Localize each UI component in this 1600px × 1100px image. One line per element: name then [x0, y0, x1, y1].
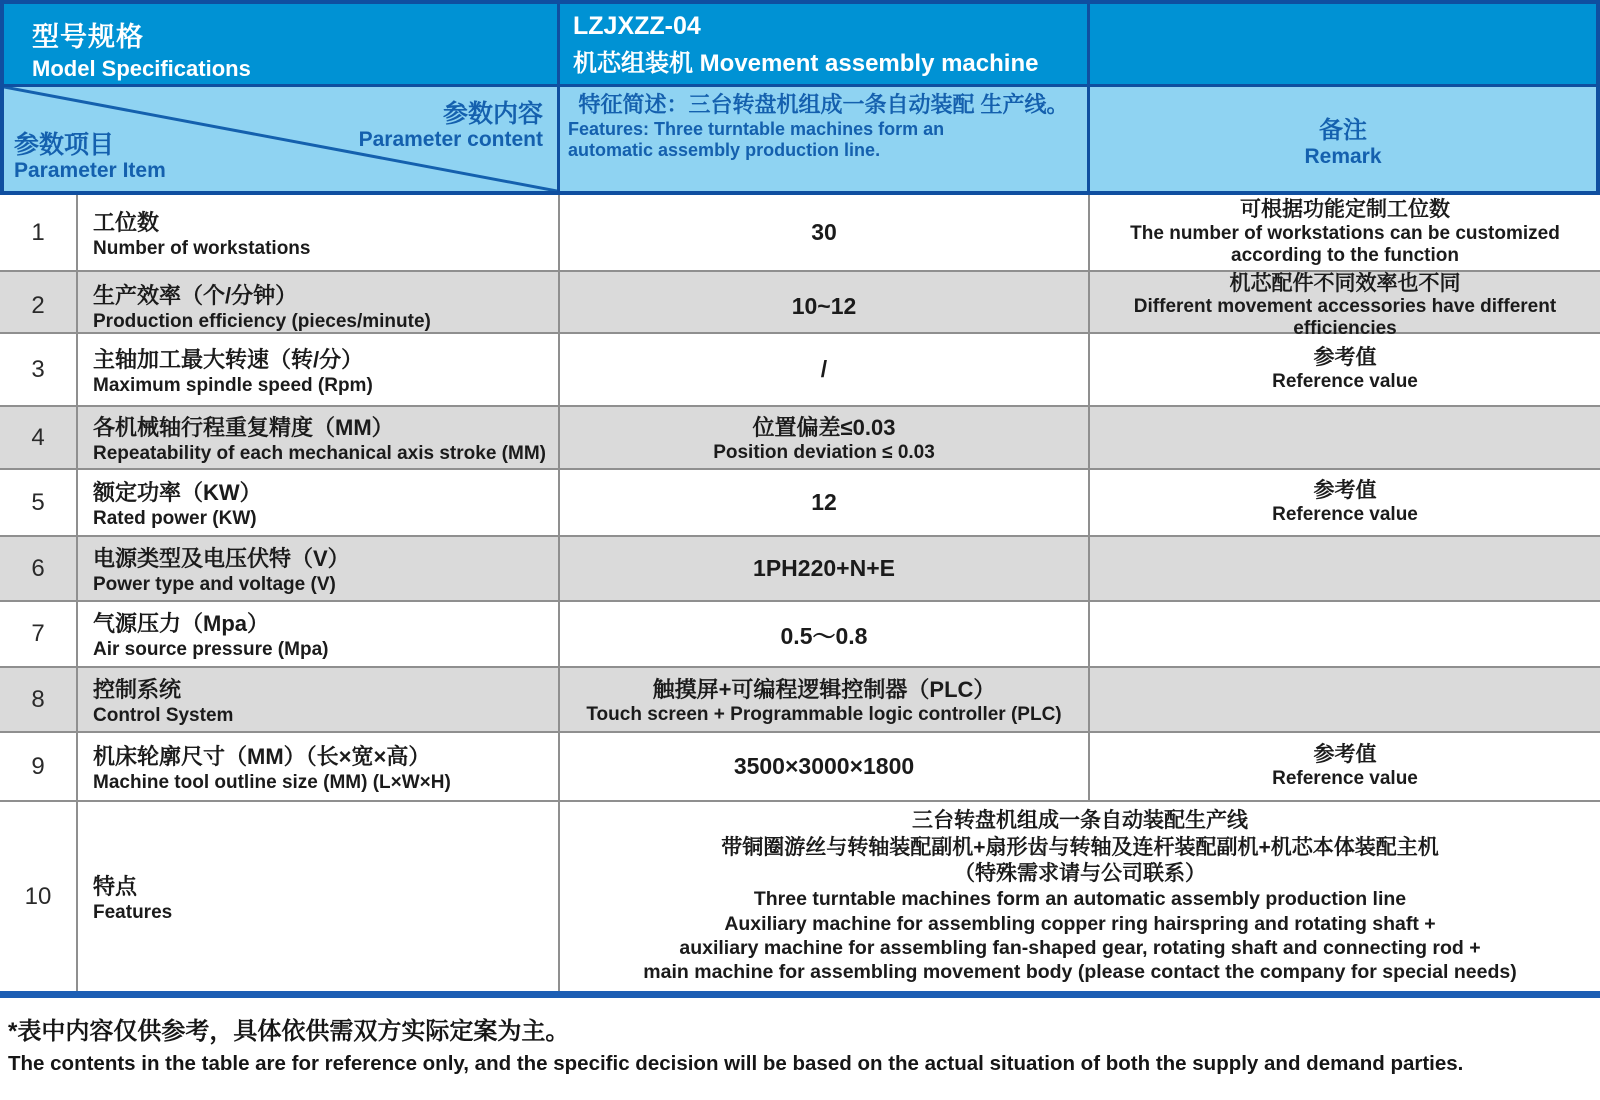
- param-value-cell: [560, 195, 1090, 270]
- item-zh: 控制系统: [93, 676, 182, 702]
- table-bottom-accent-line: [0, 991, 1600, 998]
- row-number: 4: [0, 407, 78, 468]
- header-diagonal-cell: [4, 84, 557, 191]
- item-en: Power type and voltage (V): [93, 573, 336, 595]
- value-en: Touch screen + Programmable logic controller (PLC): [586, 704, 1062, 725]
- item-zh: 生产效率（个/分钟）: [93, 283, 298, 309]
- param-value-cell: [560, 537, 1090, 600]
- remark-cell: [1090, 407, 1600, 468]
- footnote: [0, 998, 1600, 1076]
- item-zh: 额定功率（KW）: [93, 479, 262, 505]
- header-features-summary: [557, 84, 1087, 191]
- param-item-cell: [78, 602, 560, 666]
- value-en: Position deviation ≤ 0.03: [713, 442, 935, 463]
- remark-cell: [1090, 272, 1600, 340]
- item-en: Air source pressure (Mpa): [93, 639, 329, 660]
- features-value-cell: [560, 802, 1600, 991]
- parameter-item-label: [14, 125, 166, 183]
- table-row: [0, 668, 1600, 733]
- value: 3500×3000×1800: [733, 753, 915, 779]
- model-name: 机芯组装机 Movement assembly machine: [573, 50, 1039, 77]
- remark-label-zh: 备注: [1319, 116, 1367, 144]
- param-item-cell: [78, 668, 560, 731]
- row-number: 9: [0, 733, 78, 800]
- parameter-content-en: Parameter content: [358, 128, 543, 151]
- param-item-cell: [78, 537, 560, 600]
- item-en: Repeatability of each mechanical axis stroke (MM): [93, 442, 546, 464]
- remark-cell: [1090, 602, 1600, 666]
- param-value-cell: [560, 470, 1090, 535]
- footnote-zh: *表中内容仅供参考，具体依供需双方实际定案为主。: [8, 1018, 570, 1045]
- model-spec-label-en: Model Specifications: [32, 56, 251, 81]
- remark-cell: [1090, 733, 1600, 800]
- param-value-cell: [560, 668, 1090, 731]
- row-number: 6: [0, 537, 78, 600]
- remark-en: Different movement accessories have different efficiencies: [1133, 296, 1557, 340]
- param-item-cell: [78, 272, 560, 340]
- remark-en: Reference value: [1272, 370, 1418, 392]
- item-en: Maximum spindle speed (Rpm): [93, 374, 373, 396]
- item-en: Rated power (KW): [93, 507, 257, 529]
- features-en-line: Auxiliary machine for assembling copper ring hairspring and rotating shaft +: [724, 912, 1436, 935]
- value: /: [820, 356, 828, 382]
- model-spec-label-zh: 型号规格: [32, 22, 144, 52]
- remark-zh: 参考值: [1313, 479, 1377, 503]
- table-row: [0, 733, 1600, 802]
- remark-cell: [1090, 470, 1600, 535]
- features-summary-en-line1: Features: Three turntable machines form an: [568, 118, 945, 139]
- item-en: Features: [93, 901, 173, 923]
- param-item-cell: [78, 195, 560, 270]
- remark-en: Reference value: [1272, 767, 1418, 789]
- item-en: Control System: [93, 704, 234, 726]
- parameter-item-zh: 参数项目: [14, 131, 115, 159]
- param-value-cell: [560, 602, 1090, 666]
- features-zh-line: （特殊需求请与公司联系）: [954, 861, 1206, 885]
- remark-en: The number of workstations can be customized according to the function: [1130, 222, 1560, 266]
- value: 10~12: [791, 292, 857, 319]
- remark-zh: 参考值: [1313, 346, 1377, 370]
- remark-cell: [1090, 537, 1600, 600]
- item-en: Number of workstations: [93, 237, 311, 259]
- table-row: [0, 602, 1600, 668]
- item-zh: 主轴加工最大转速（转/分）: [93, 346, 364, 372]
- item-zh: 工位数: [93, 209, 160, 235]
- parameter-item-en: Parameter Item: [14, 159, 166, 182]
- item-en: Machine tool outline size (MM) (L×W×H): [93, 771, 451, 793]
- features-summary-en-line2: automatic assembly production line.: [568, 140, 881, 161]
- model-number: LZJXZZ-04: [573, 12, 701, 40]
- table-row: [0, 334, 1600, 407]
- features-summary-zh: 特征简述：三台转盘机组成一条自动装配 生产线。: [578, 92, 1069, 117]
- remark-cell: [1090, 668, 1600, 731]
- value: 1PH220+N+E: [753, 555, 895, 581]
- parameter-content-zh: 参数内容: [442, 100, 543, 128]
- parameter-content-label: [359, 94, 543, 152]
- param-item-cell: [78, 334, 560, 405]
- header-empty-cell: [1087, 4, 1596, 84]
- features-en-line: main machine for assembling movement body (please contact the company for special needs): [643, 961, 1517, 984]
- features-zh-line: 带铜圈游丝与转轴装配副机+扇形齿与转轴及连杆装配副机+机芯本体装配主机: [721, 835, 1439, 859]
- header-remark: [1087, 84, 1596, 191]
- table-body: [0, 195, 1600, 991]
- param-value-cell: [560, 272, 1090, 340]
- item-zh: 特点: [93, 873, 138, 899]
- value: 12: [811, 489, 837, 515]
- remark-label-en: Remark: [1304, 144, 1382, 168]
- remark-cell: [1090, 334, 1600, 405]
- remark-en: Reference value: [1272, 503, 1418, 525]
- remark-zh: 机芯配件不同效率也不同: [1229, 272, 1461, 295]
- value: 0.5～0.8: [780, 622, 868, 649]
- row-number: 1: [0, 195, 78, 270]
- value: 30: [811, 219, 837, 245]
- remark-zh: 参考值: [1313, 743, 1377, 767]
- param-value-cell: [560, 407, 1090, 468]
- param-value-cell: [560, 733, 1090, 800]
- value-zh: 位置偏差≤0.03: [752, 415, 896, 440]
- table-row: [0, 272, 1600, 340]
- param-item-cell: [78, 470, 560, 535]
- item-en: Production efficiency (pieces/minute): [93, 311, 431, 333]
- param-item-cell: [78, 733, 560, 800]
- header-model-specifications: [4, 4, 557, 84]
- item-zh: 电源类型及电压伏特（V）: [93, 545, 350, 571]
- table-header: [0, 0, 1600, 195]
- table-row: [0, 195, 1600, 272]
- row-number: 2: [0, 272, 78, 340]
- table-row: [0, 407, 1600, 470]
- param-item-cell: [78, 802, 560, 991]
- row-number: 3: [0, 334, 78, 405]
- remark-cell: [1090, 195, 1600, 270]
- features-en-line: auxiliary machine for assembling fan-shaped gear, rotating shaft and connecting rod +: [679, 936, 1481, 959]
- param-value-cell: [560, 334, 1090, 405]
- features-en-line: Three turntable machines form an automatic assembly production line: [753, 888, 1407, 911]
- row-number: 8: [0, 668, 78, 731]
- footnote-en: The contents in the table are for reference only, and the specific decision will be based on the actual situation of both the supply and demand parties.: [8, 1052, 1464, 1075]
- table-row: [0, 537, 1600, 602]
- features-zh-line: 三台转盘机组成一条自动装配生产线: [912, 809, 1248, 833]
- param-item-cell: [78, 407, 560, 468]
- header-model-value: [557, 4, 1087, 84]
- table-row: [0, 470, 1600, 537]
- value-zh: 触摸屏+可编程逻辑控制器（PLC）: [652, 677, 996, 702]
- item-zh: 机床轮廓尺寸（MM）（长×宽×高）: [93, 743, 431, 769]
- row-number: 7: [0, 602, 78, 666]
- item-zh: 各机械轴行程重复精度（MM）: [93, 414, 394, 440]
- row-number: 5: [0, 470, 78, 535]
- remark-zh: 可根据功能定制工位数: [1240, 198, 1450, 222]
- table-row-features: [0, 802, 1600, 991]
- row-number: 10: [0, 802, 78, 991]
- item-zh: 气源压力（Mpa）: [93, 611, 270, 636]
